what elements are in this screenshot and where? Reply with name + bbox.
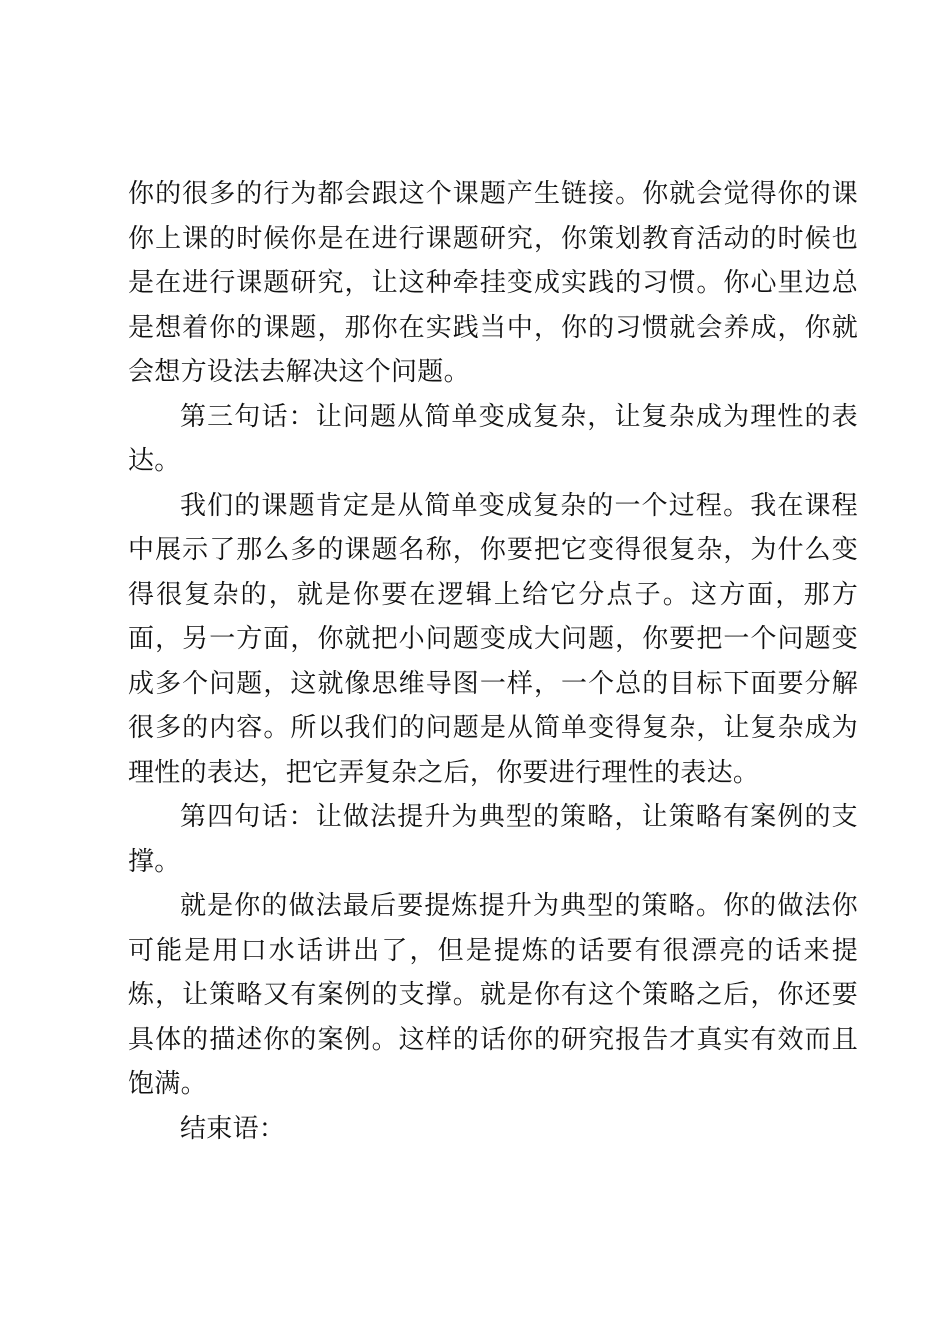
heading-conclusion: 结束语： [180, 1113, 286, 1144]
paragraph-simple-to-complex: 我们的课题肯定是从简单变成复杂的一个过程。我在课程中展示了那么多的课题名称，你要把它变得很复杂，为什么变得很复杂的，就是你要在逻辑上给它分点子。这方面，那方面，另一方面，你就把小问题变成大问题，你要把一个问题变成多个问题，这就像思维导图一样，一个总的目标下面要分解很多的内容。所以我们的问题是从简单变得复杂，让复杂成为理性的表达，把它弄复杂之后，你要进行理性的表达。 [128, 490, 858, 788]
document-body [128, 172, 858, 1151]
heading-third-sentence: 第三句话：让问题从简单变成复杂，让复杂成为理性的表达。 [128, 401, 858, 476]
paragraph-strategy: 就是你的做法最后要提炼提升为典型的策略。你的做法你可能是用口水话讲出了，但是提炼的话要有很漂亮的话来提炼，让策略又有案例的支撑。就是你有这个策略之后，你还要具体的描述你的案例。这样的话你的研究报告才真实有效而且饱满。 [128, 891, 858, 1099]
paragraph-continuation: 你的很多的行为都会跟这个课题产生链接。你就会觉得你的课你上课的时候你是在进行课题研究，你策划教育活动的时候也是在进行课题研究，让这种牵挂变成实践的习惯。你心里边总是想着你的课题，那你在实践当中，你的习惯就会养成，你就会想方设法去解决这个问题。 [128, 179, 858, 387]
heading-fourth-sentence: 第四句话：让做法提升为典型的策略，让策略有案例的支撑。 [128, 802, 858, 877]
